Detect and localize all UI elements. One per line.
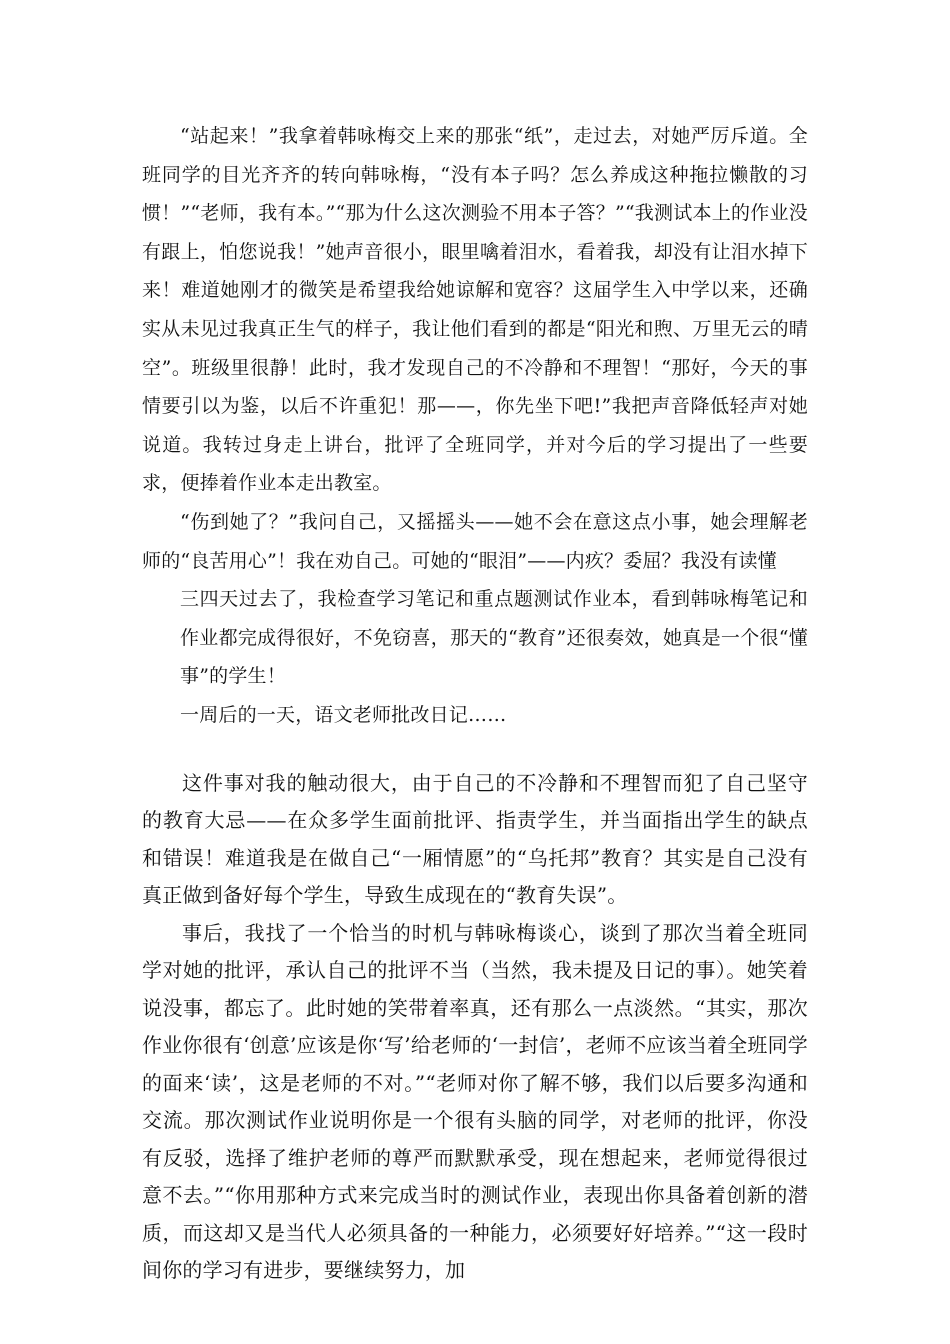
paragraph-reflection: “伤到她了？”我问自己，又摇摇头——她不会在意这点小事，她会理解老师的“良苦用心”！我在劝自己。可她的“眼泪”——内疚？委屈？我没有读懂	[142, 510, 808, 572]
story-section	[142, 117, 808, 735]
document-page	[142, 117, 808, 1290]
paragraph-confrontation: “站起来！”我拿着韩咏梅交上来的那张“纸”，走过去，对她严厉斥道。全班同学的目光齐齐的转向韩咏梅，“没有本子吗？怎么养成这种拖拉懒散的习惯！”“老师，我有本。”“那为什么这次测验不用本子答？”“我测试本上的作业没有跟上，怕您说我！”她声音很小，眼里噙着泪水，看着我，却没有让泪水掉下来！难道她刚才的微笑是希望我给她谅解和宽容？这届学生入中学以来，还确实从未见过我真正生气的样子，我让他们看到的都是“阳光和煦、万里无云的晴空”。班级里很静！此时，我才发现自己的不冷静和不理智！“那好，今天的事情要引以为鉴，以后不许重犯！那——，你先坐下吧!”我把声音降低轻声对她说道。我转过身走上讲台，批评了全班同学，并对今后的学习提出了一些要求，便捧着作业本走出教室。	[142, 125, 808, 495]
reflection-section	[142, 765, 808, 1290]
paragraph-week-later: 一周后的一天，语文老师批改日记……	[180, 703, 507, 726]
paragraph-heart-to-heart: 事后，我找了一个恰当的时机与韩咏梅谈心，谈到了那次当着全班同学对她的批评，承认自己的批评不当（当然，我未提及日记的事）。她笑着说没事，都忘了。此时她的笑带着率真，还有那么一点淡然。“其实，那次作业你很有‘创意’应该是你‘写’给老师的‘一封信’，老师不应该当着全班同学的面来‘读’，这是老师的不对。”“老师对你了解不够，我们以后要多沟通和交流。那次测试作业说明你是一个很有头脑的同学，对老师的批评，你没有反驳，选择了维护老师的尊严而默默承受，现在想起来，老师觉得很过意不去。”“你用那种方式来完成当时的测试作业，表现出你具备着创新的潜质，而这却又是当代人必须具备的一种能力，必须要好好培养。”“这一段时间你的学习有进步，要继续努力，加	[142, 920, 808, 1282]
paragraph-teaching-mistake: 这件事对我的触动很大，由于自己的不冷静和不理智而犯了自己坚守的教育大忌——在众多学生面前批评、指责学生，并当面指出学生的缺点和错误！难道我是在做自己“一厢情愿”的“乌托邦”教育？其实是自己没有真正做到备好每个学生，导致生成现在的“教育失误”。	[142, 770, 808, 907]
paragraph-days-later: 三四天过去了，我检查学习笔记和重点题测试作业本，看到韩咏梅笔记和作业都完成得很好，不免窃喜，那天的“教育”还很奏效，她真是一个很“懂事”的学生！	[180, 588, 808, 688]
